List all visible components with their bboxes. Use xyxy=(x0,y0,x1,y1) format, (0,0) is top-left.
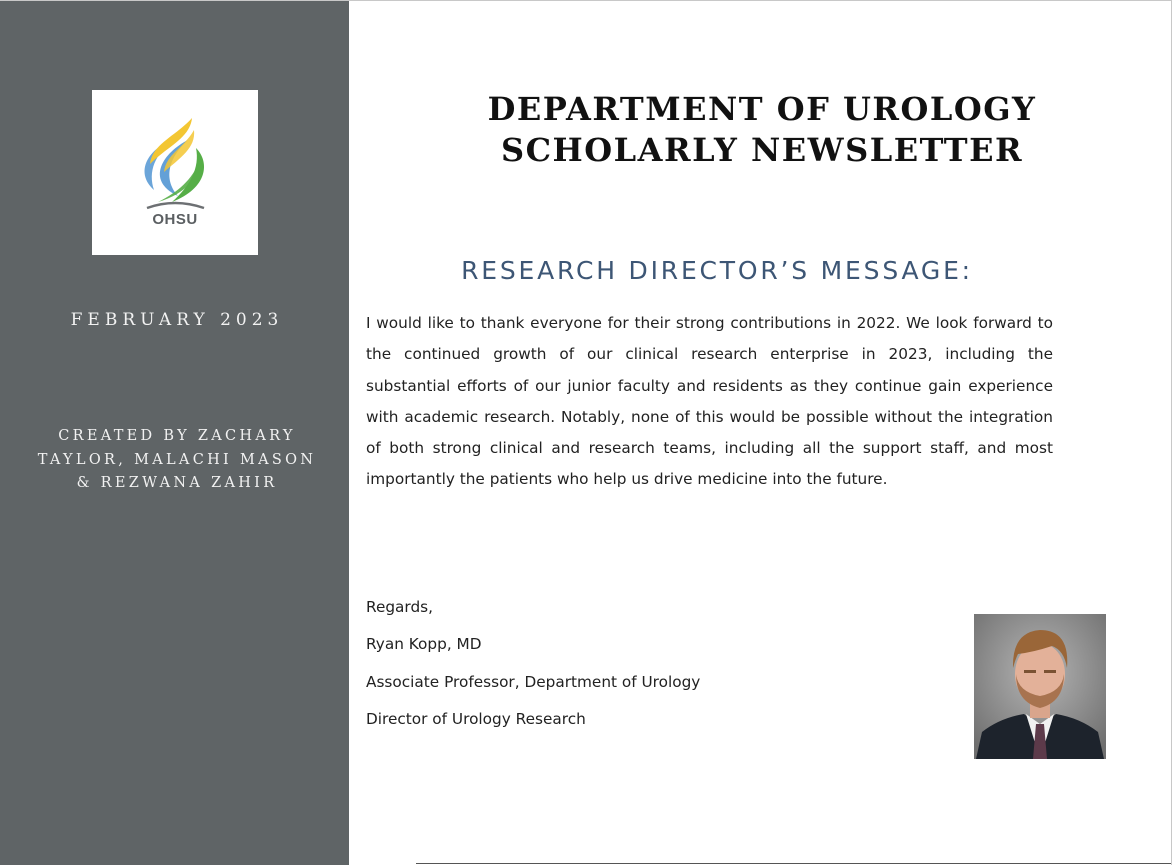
signature-name: Ryan Kopp, MD xyxy=(366,635,482,653)
newsletter-title xyxy=(452,89,1072,171)
credits-line: & REZWANA ZAHIR xyxy=(76,475,278,491)
director-portrait xyxy=(974,614,1106,759)
title-line: SCHOLARLY NEWSLETTER xyxy=(500,131,1024,169)
closing-line: Regards, xyxy=(366,598,433,616)
issue-date: FEBRUARY 2023 xyxy=(70,310,284,330)
credits xyxy=(0,425,354,496)
message-body: I would like to thank everyone for their strong contributions in 2022. We look forward to the continued growth of our clinical research enterprise in 2023, including the substantial efforts of our junior faculty and residents as they continue gain experience with academic research. Notably, none of this would be possible without the integration of both strong clinical and research teams, including all the support staff, and most importantly the patients who help us drive medicine into the future. xyxy=(366,314,1053,489)
credits-line: TAYLOR, MALACHI MASON xyxy=(37,451,317,468)
section-heading: RESEARCH DIRECTOR’S MESSAGE: xyxy=(461,256,973,285)
sidebar xyxy=(0,1,349,865)
footer-divider xyxy=(416,863,1172,864)
logo-wordmark: OHSU xyxy=(152,211,198,228)
ohsu-logo xyxy=(92,90,258,255)
signature-title: Associate Professor, Department of Urology xyxy=(366,673,701,691)
title-line: DEPARTMENT OF UROLOGY xyxy=(487,90,1037,128)
credits-line: CREATED BY ZACHARY xyxy=(58,428,296,444)
ohsu-flame-icon xyxy=(92,90,258,255)
signature-role: Director of Urology Research xyxy=(366,710,586,728)
